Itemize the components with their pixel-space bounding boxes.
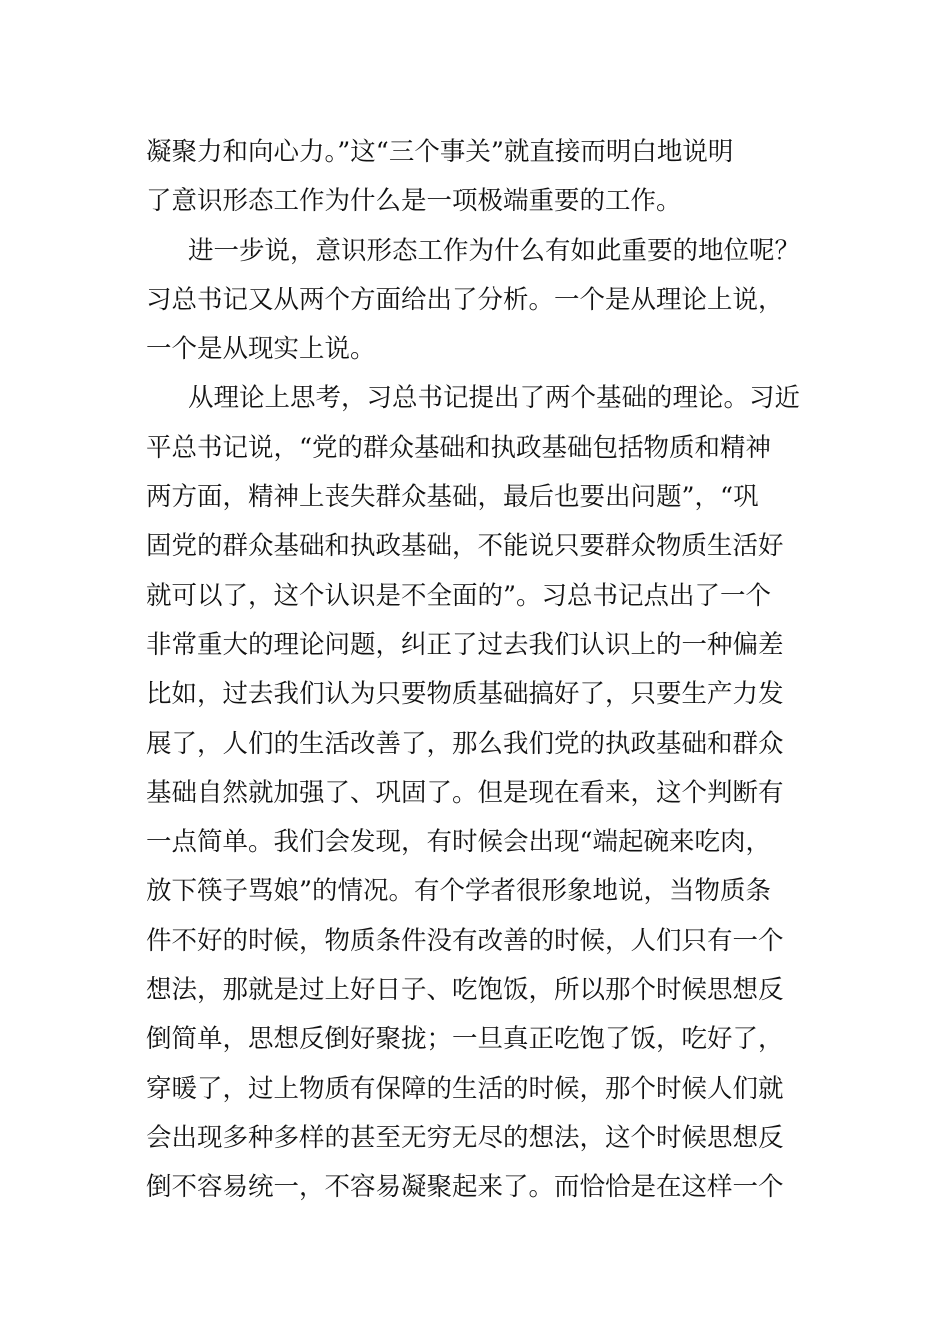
text-line: 基础自然就加强了、巩固了。但是现在看来，这个判断有 xyxy=(146,777,784,808)
text-line: 了意识形态工作为什么是一项极端重要的工作。 xyxy=(146,186,682,217)
body-text xyxy=(146,128,810,1213)
text-line: 一个是从现实上说。 xyxy=(146,334,376,365)
text-line: 倒不容易统一，不容易凝聚起来了。而恰恰是在这样一个 xyxy=(146,1172,784,1203)
text-line: 非常重大的理论问题，纠正了过去我们认识上的一种偏差 xyxy=(146,629,784,660)
text-line: 件不好的时候，物质条件没有改善的时候，人们只有一个 xyxy=(146,925,784,956)
text-line: 进一步说，意识形态工作为什么有如此重要的地位呢？ xyxy=(188,235,801,266)
text-line: 展了，人们的生活改善了，那么我们党的执政基础和群众 xyxy=(146,728,784,759)
text-line: 穿暖了，过上物质有保障的生活的时候，那个时候人们就 xyxy=(146,1073,784,1104)
text-line: 固党的群众基础和执政基础，不能说只要群众物质生活好 xyxy=(146,531,784,562)
text-line: 会出现多种多样的甚至无穷无尽的想法，这个时候思想反 xyxy=(146,1122,784,1153)
text-line: 平总书记说，“党的群众基础和执政基础包括物质和精神 xyxy=(146,432,772,463)
text-line: 凝聚力和向心力。”这“三个事关”就直接而明白地说明 xyxy=(146,137,734,167)
text-line: 比如，过去我们认为只要物质基础搞好了，只要生产力发 xyxy=(146,679,784,710)
text-line: 想法，那就是过上好日子、吃饱饭，所以那个时候思想反 xyxy=(146,975,784,1006)
text-line: 就可以了，这个认识是不全面的”。习总书记点出了一个 xyxy=(146,580,772,611)
text-line: 放下筷子骂娘”的情况。有个学者很形象地说，当物质条 xyxy=(146,876,772,907)
text-line: 一点简单。我们会发现，有时候会出现“端起碗来吃肉， xyxy=(146,827,772,858)
text-line: 倒简单，思想反倒好聚拢；一旦真正吃饱了饭，吃好了， xyxy=(146,1024,784,1055)
text-line: 习总书记又从两个方面给出了分析。一个是从理论上说， xyxy=(146,284,784,315)
text-line: 两方面，精神上丧失群众基础，最后也要出问题”，“巩 xyxy=(146,482,759,513)
text-line: 从理论上思考，习总书记提出了两个基础的理论。习近 xyxy=(188,383,801,414)
